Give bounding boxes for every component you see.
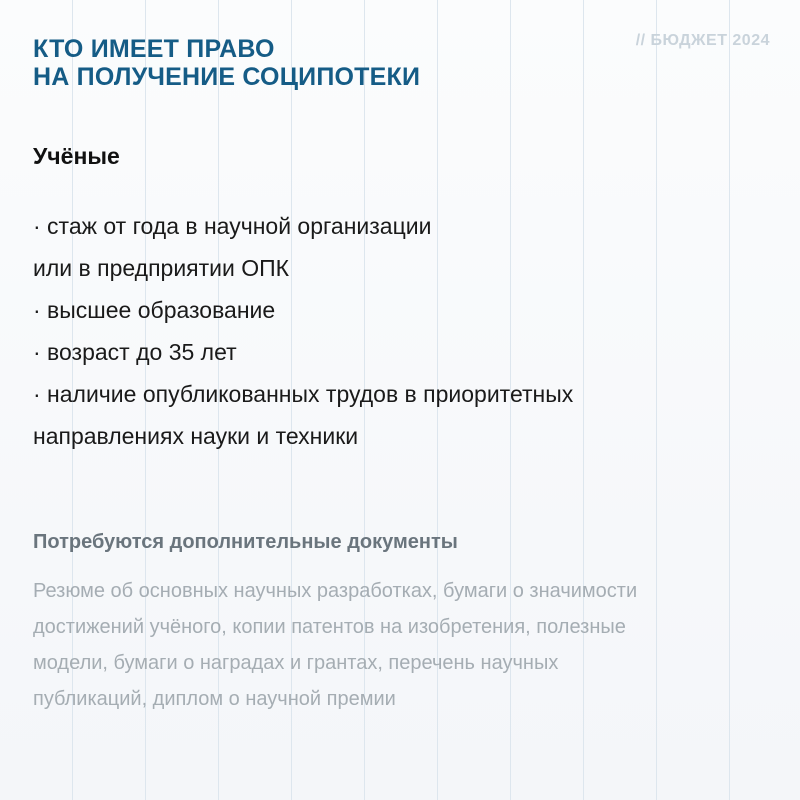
list-item: · наличие опубликованных трудов в приоритетных — [33, 381, 574, 407]
documents-text-line: публикаций, диплом о научной премии — [33, 688, 396, 710]
requirements-list — [33, 205, 573, 457]
list-item: · возраст до 35 лет — [33, 339, 237, 365]
documents-text-line: Резюме об основных научных разработках, бумаги о значимости — [33, 580, 638, 602]
list-item: направлениях науки и техники — [33, 423, 359, 449]
section-heading: Учёные — [33, 143, 120, 169]
page-title — [33, 35, 420, 91]
documents-text-line: модели, бумаги о наградах и грантах, перечень научных — [33, 652, 559, 674]
budget-tag: // БЮДЖЕТ 2024 — [635, 32, 770, 49]
documents-text — [33, 573, 773, 717]
list-item: · высшее образование — [33, 297, 276, 323]
list-item: · стаж от года в научной организации — [33, 213, 432, 239]
documents-heading: Потребуются дополнительные документы — [33, 531, 458, 553]
page-title-line: НА ПОЛУЧЕНИЕ СОЦИПОТЕКИ — [33, 63, 421, 91]
page-title-line: КТО ИМЕЕТ ПРАВО — [33, 35, 275, 63]
documents-text-line: достижений учёного, копии патентов на изобретения, полезные — [33, 616, 626, 638]
list-item: или в предприятии ОПК — [33, 255, 290, 281]
